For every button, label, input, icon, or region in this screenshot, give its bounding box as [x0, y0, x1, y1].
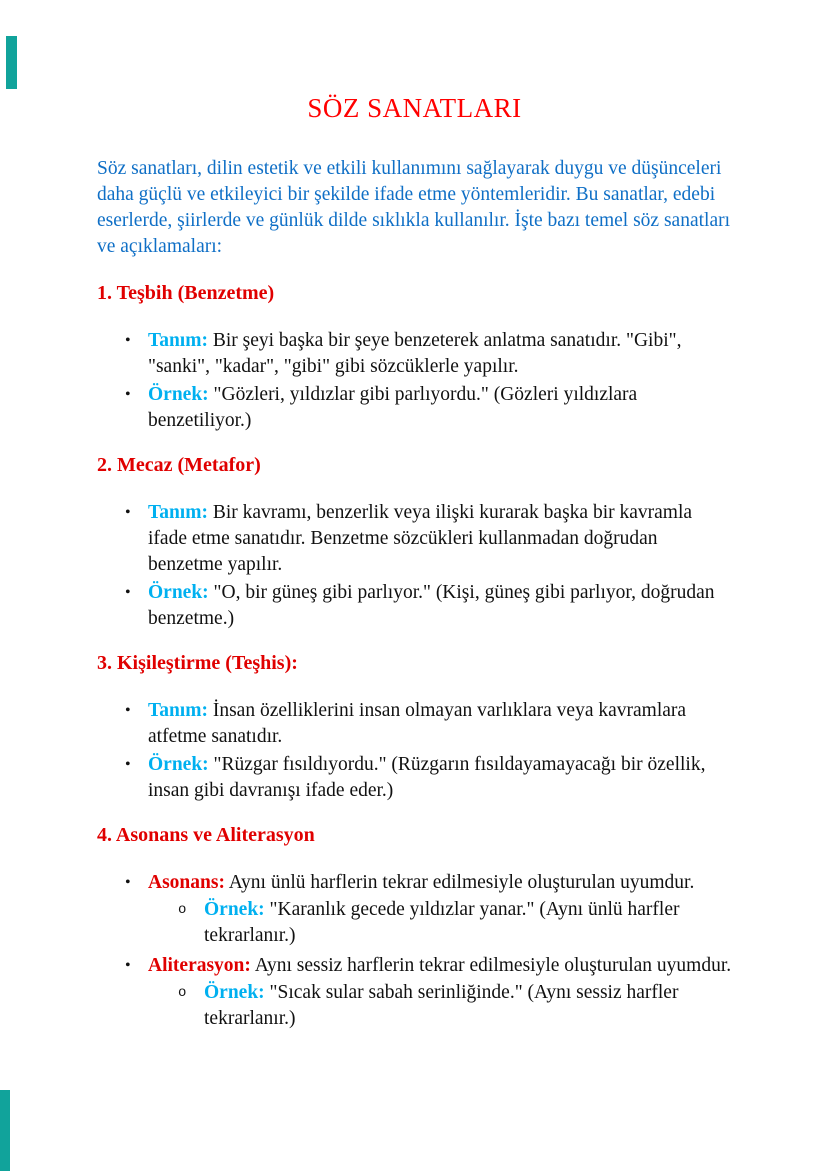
item-text: Bir kavramı, benzerlik veya ilişki kurarak başka bir kavramla ifade etme sanatıdır. Benzetme sözcükleri kullanmadan doğrudan benzetme yapılır. [148, 502, 693, 575]
item-text: Aynı sessiz harflerin tekrar edilmesiyle oluşturulan uyumdur. [254, 955, 732, 976]
intro-paragraph: Söz sanatları, dilin estetik ve etkili kullanımını sağlayarak duygu ve düşünceleri daha güçlü ve etkileyici bir şekilde ifade etme yöntemleridir. Bu sanatlar, edebi eserlerde, şiirlerde ve günlük dilde sıklıkla kullanılır. İşte bazı temel söz sanatları ve açıklamaları: [97, 158, 731, 257]
term-label: Örnek: [148, 582, 209, 603]
edge-accent-top [6, 36, 17, 89]
bullet-icon: • [125, 584, 131, 601]
term-label: Tanım: [148, 502, 208, 523]
bullet-icon: • [125, 504, 131, 521]
sub-bullet-list [148, 897, 732, 949]
bullet-list [97, 500, 732, 632]
item-text: Bir şeyi başka bir şeye benzeterek anlatma sanatıdır. "Gibi", "sanki", "kadar", "gibi" gibi sözcüklerle yapılır. [148, 330, 682, 377]
page-title: SÖZ SANATLARI [307, 93, 522, 123]
term-label: Örnek: [148, 754, 209, 775]
item-text: İnsan özelliklerini insan olmayan varlıklara veya kavramlara atfetme sanatıdır. [148, 700, 687, 747]
list-item [125, 698, 732, 750]
term-label: Örnek: [204, 899, 265, 920]
sub-list-item [178, 897, 732, 949]
item-text: "Karanlık gecede yıldızlar yanar." (Aynı ünlü harfler tekrarlanır.) [204, 899, 680, 946]
bullet-icon: • [125, 702, 131, 719]
bullet-icon: • [125, 957, 131, 974]
list-item [125, 953, 732, 1034]
bullet-list [97, 698, 732, 804]
item-text: "O, bir güneş gibi parlıyor." (Kişi, güneş gibi parlıyor, doğrudan benzetme.) [148, 582, 715, 629]
section-heading-kisilestirme: 3. Kişileştirme (Teşhis): [97, 652, 298, 674]
term-label: Aliterasyon: [148, 955, 251, 976]
item-text: "Rüzgar fısıldıyordu." (Rüzgarın fısıldayamayacağı bir özellik, insan gibi davranışı ifade eder.) [148, 754, 706, 801]
bullet-icon: • [125, 756, 131, 773]
term-label: Tanım: [148, 330, 208, 351]
term-label: Tanım: [148, 700, 208, 721]
list-item [125, 870, 732, 951]
sub-list-item [178, 980, 732, 1032]
bullet-list [97, 870, 732, 1034]
term-label: Örnek: [204, 982, 265, 1003]
sub-bullet-list [148, 980, 732, 1032]
list-item [125, 752, 732, 804]
item-text: "Gözleri, yıldızlar gibi parlıyordu." (Gözleri yıldızlara benzetiliyor.) [148, 384, 638, 431]
item-text: "Sıcak sular sabah serinliğinde." (Aynı sessiz harfler tekrarlanır.) [204, 982, 679, 1029]
list-item [125, 580, 732, 632]
section-heading-tesbih: 1. Teşbih (Benzetme) [97, 282, 275, 304]
circle-bullet-icon: o [178, 902, 187, 918]
item-text: Aynı ünlü harflerin tekrar edilmesiyle oluşturulan uyumdur. [228, 872, 695, 893]
section-heading-mecaz: 2. Mecaz (Metafor) [97, 454, 261, 476]
bullet-icon: • [125, 874, 131, 891]
term-label: Örnek: [148, 384, 209, 405]
bullet-icon: • [125, 332, 131, 349]
term-label: Asonans: [148, 872, 225, 893]
list-item [125, 500, 732, 578]
list-item [125, 382, 732, 434]
bullet-list [97, 328, 732, 434]
circle-bullet-icon: o [178, 985, 187, 1001]
list-item [125, 328, 732, 380]
section-heading-asonans-aliterasyon: 4. Asonans ve Aliterasyon [97, 824, 315, 846]
bullet-icon: • [125, 386, 131, 403]
edge-accent-bottom [0, 1090, 10, 1171]
